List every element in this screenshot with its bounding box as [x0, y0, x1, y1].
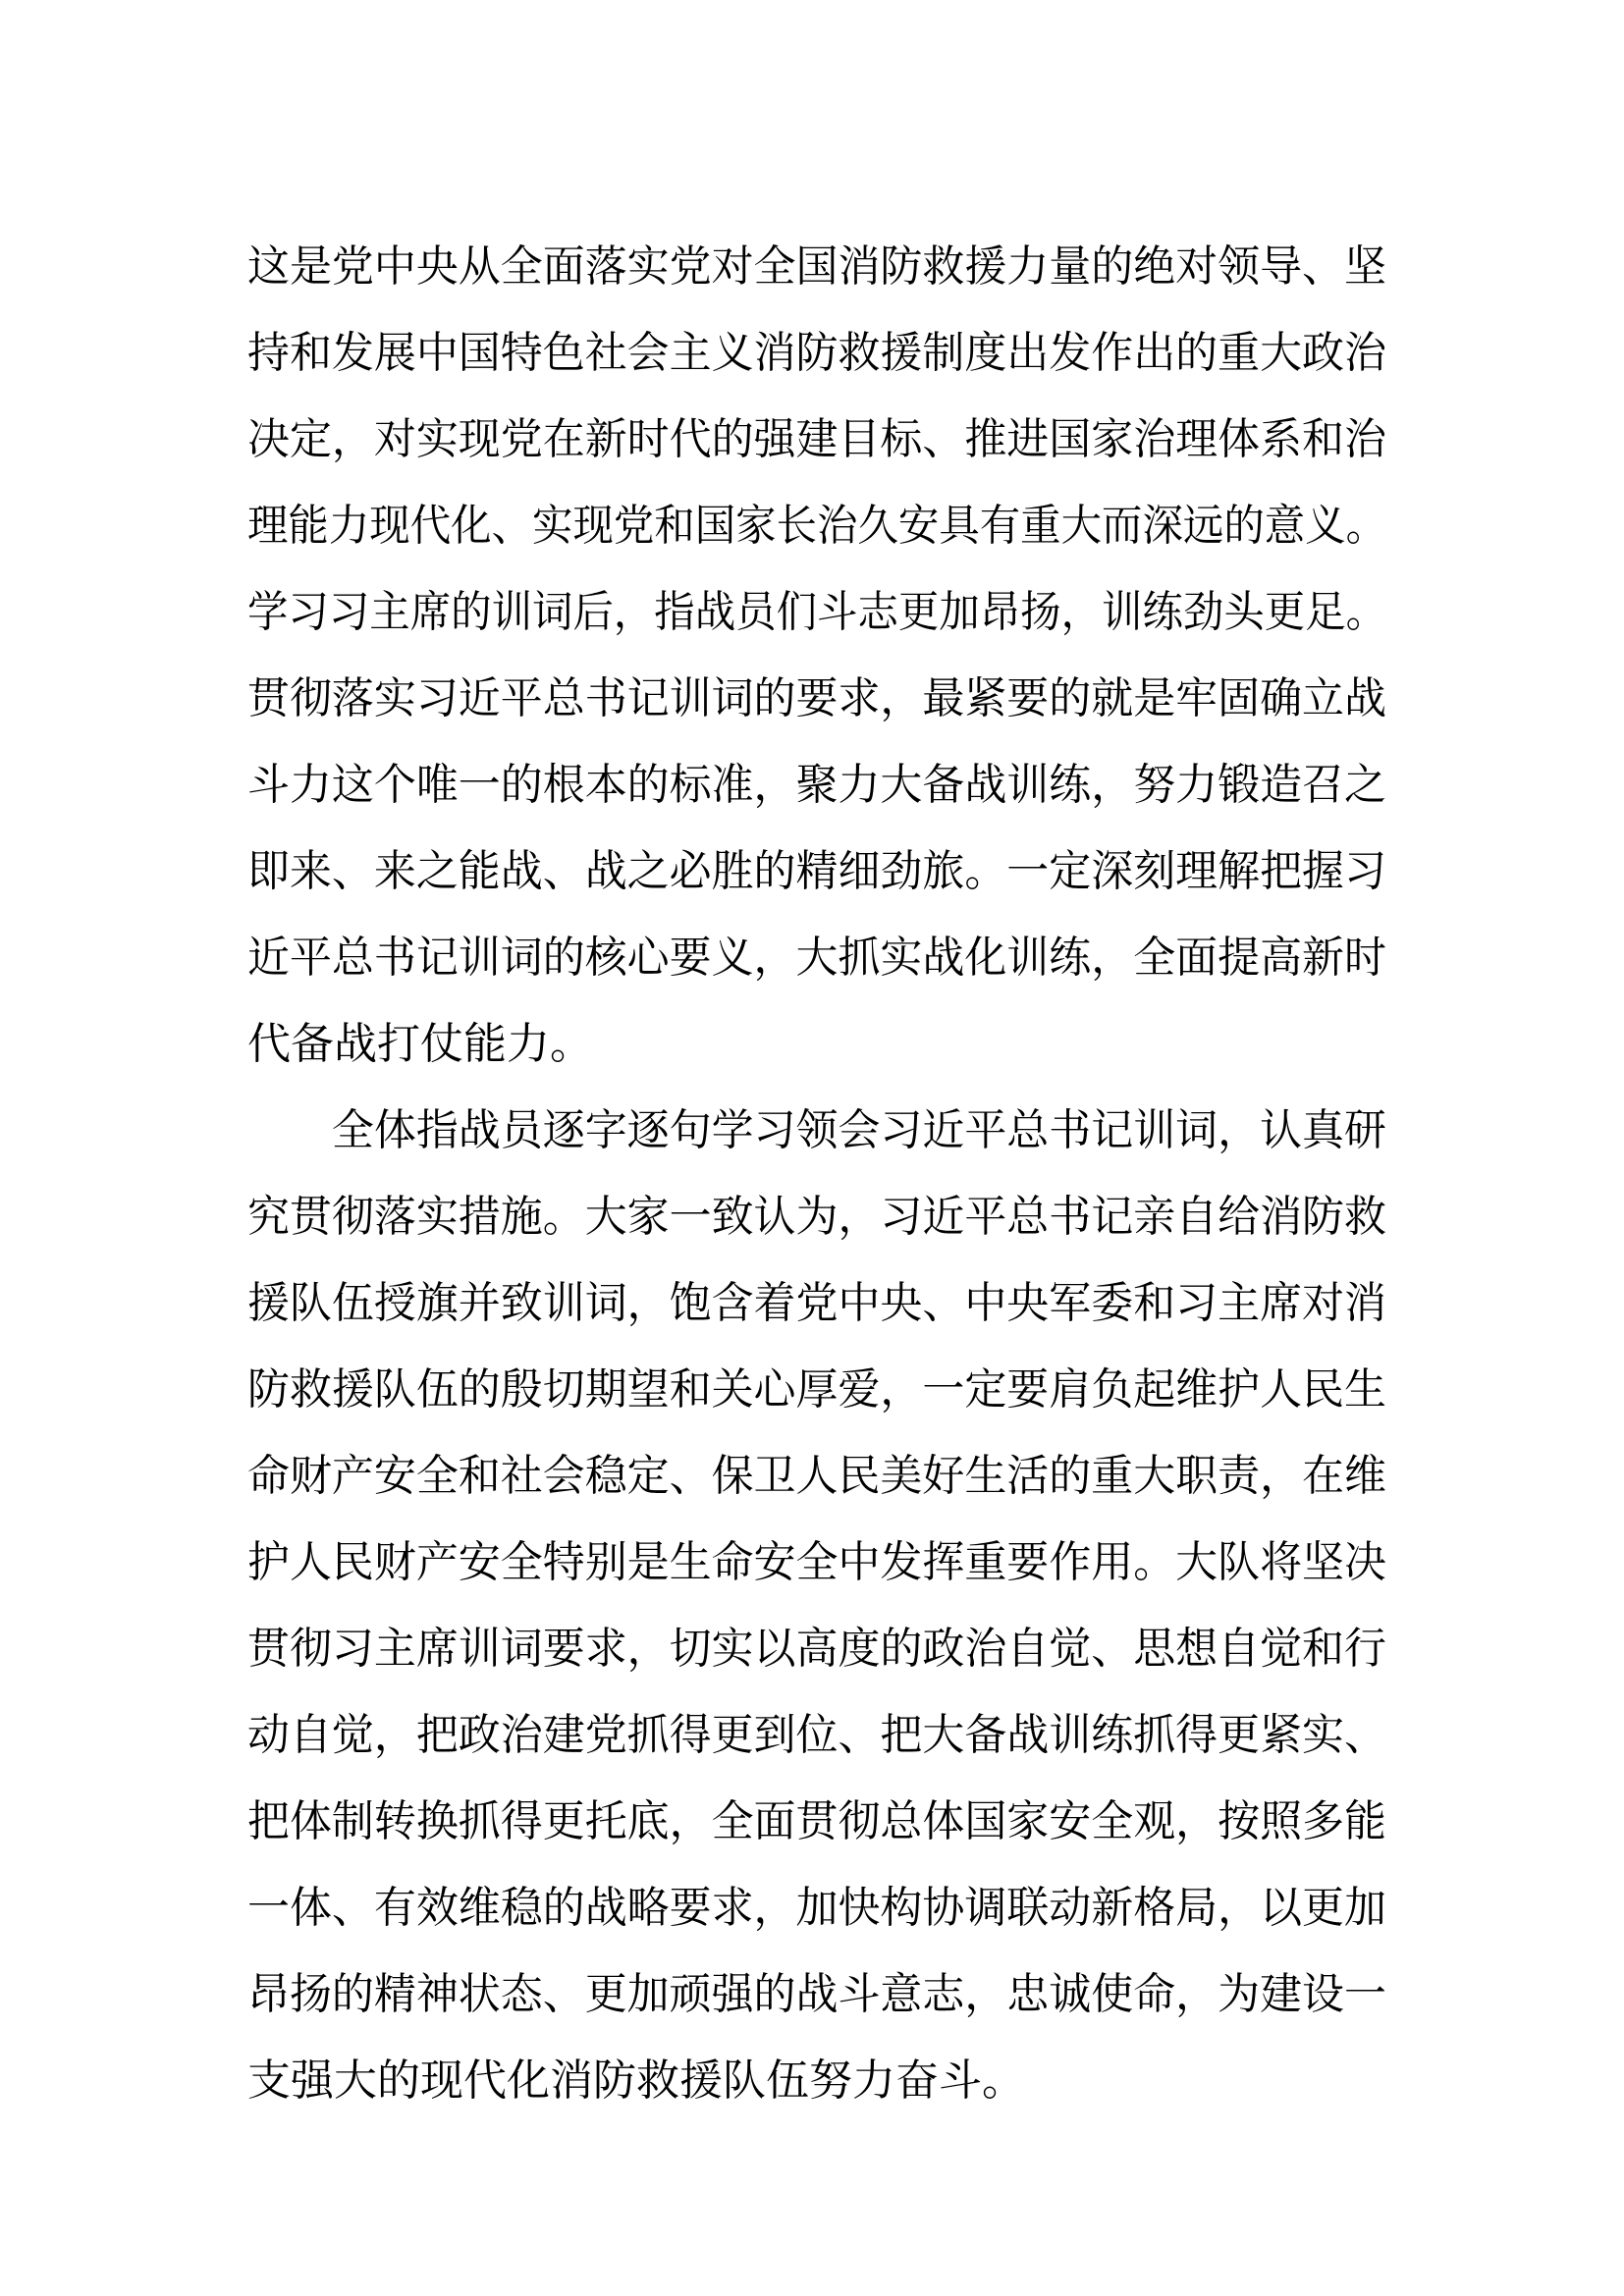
text-line: 贯彻习主席训词要求，切实以高度的政治自觉、思想自觉和行 [247, 1624, 1386, 1674]
text-line: 即来、来之能战、战之必胜的精细劲旅。一定深刻理解把握习 [247, 846, 1386, 896]
paragraph-1 [247, 224, 1386, 1088]
text-line: 这是党中央从全面落实党对全国消防救援力量的绝对领导、坚 [247, 241, 1386, 292]
text-line: 援队伍授旗并致训词，饱含着党中央、中央军委和习主席对消 [247, 1278, 1386, 1328]
text-line: 护人民财产安全特别是生命安全中发挥重要作用。大队将坚决 [247, 1537, 1386, 1587]
text-line: 斗力这个唯一的根本的标准，聚力大备战训练，努力锻造召之 [247, 760, 1386, 810]
text-line: 把体制转换抓得更托底，全面贯彻总体国家安全观，按照多能 [247, 1796, 1386, 1846]
paragraph-2 [247, 1088, 1386, 2124]
text-line: 近平总书记训词的核心要义，大抓实战化训练，全面提高新时 [247, 933, 1386, 983]
text-line: 代备战打仗能力。 [247, 1019, 593, 1069]
text-line: 命财产安全和社会稳定、保卫人民美好生活的重大职责，在维 [247, 1451, 1386, 1501]
text-line: 究贯彻落实措施。大家一致认为，习近平总书记亲自给消防救 [247, 1192, 1386, 1242]
text-line: 支强大的现代化消防救援队伍努力奋斗。 [247, 2056, 1025, 2106]
text-line: 决定，对实现党在新时代的强建目标、推进国家治理体系和治 [247, 414, 1386, 464]
text-line: 一体、有效维稳的战略要求，加快构协调联动新格局，以更加 [247, 1883, 1386, 1933]
text-line: 昂扬的精神状态、更加顽强的战斗意志，忠诚使命，为建设一 [247, 1969, 1386, 2019]
document-body [247, 224, 1386, 2124]
text-line: 学习习主席的训词后，指战员们斗志更加昂扬，训练劲头更足。 [247, 587, 1387, 637]
text-line: 贯彻落实习近平总书记训词的要求，最紧要的就是牢固确立战 [247, 673, 1386, 723]
text-line: 理能力现代化、实现党和国家长治久安具有重大而深远的意义。 [247, 501, 1387, 551]
text-line-indented: 全体指战员逐字逐句学习领会习近平总书记训词，认真研 [331, 1105, 1386, 1155]
text-line: 动自觉，把政治建党抓得更到位、把大备战训练抓得更紧实、 [247, 1710, 1386, 1760]
text-line: 防救援队伍的殷切期望和关心厚爱，一定要肩负起维护人民生 [247, 1364, 1386, 1415]
text-line: 持和发展中国特色社会主义消防救援制度出发作出的重大政治 [247, 328, 1386, 378]
